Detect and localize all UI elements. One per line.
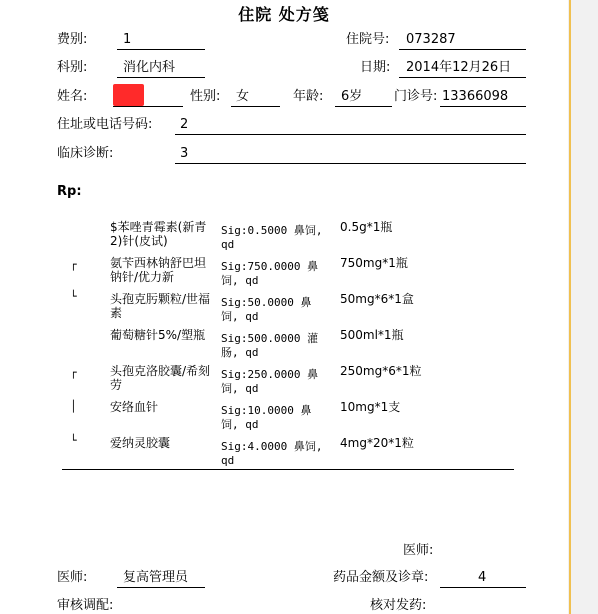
diagnosis-underline (175, 163, 526, 164)
document-title: 住院 处方笺 (238, 5, 330, 24)
sig-line-2: 饲, qd (221, 418, 259, 431)
drug-name: 头孢克洛胶囊/希刻劳 (110, 364, 211, 392)
sex-underline (231, 106, 280, 107)
drug-name: 安络血针 (110, 400, 159, 414)
group-marker: ┌ (70, 366, 77, 379)
sig-line-1: Sig:250.0000 鼻 (221, 368, 319, 381)
age-underline (335, 106, 392, 107)
inpatient-value: 073287 (406, 32, 456, 47)
name-label: 姓名: (57, 89, 88, 104)
drug-amount: 4mg*20*1粒 (340, 436, 414, 450)
fee-underline (117, 49, 205, 50)
address-value: 2 (180, 117, 189, 132)
window-margin (568, 0, 598, 614)
doctor-label: 医师: (57, 570, 88, 585)
dept-label: 科别: (57, 60, 88, 75)
sig-line-2: qd (221, 454, 235, 467)
drug-amount: 10mg*1支 (340, 400, 401, 414)
drug-amount: 750mg*1瓶 (340, 256, 408, 270)
sig-line-2: 肠, qd (221, 346, 259, 359)
sig-line-2: 饲, qd (221, 382, 259, 395)
sig-line-2: 饲, qd (221, 310, 259, 323)
date-value: 2014年12月26日 (406, 60, 512, 75)
page-edge-line (569, 0, 571, 614)
sig-line-1: Sig:4.0000 鼻饲, (221, 440, 323, 453)
dept-underline (117, 77, 205, 78)
inpatient-underline (399, 49, 526, 50)
clinic-label: 门诊号: (394, 89, 438, 104)
age-value: 6岁 (341, 89, 363, 104)
drug-name: $苯唑青霉素(新青2)针(皮试) (110, 220, 207, 248)
sig-line-1: Sig:50.0000 鼻 (221, 296, 312, 309)
name-redaction (113, 84, 144, 106)
age-label: 年龄: (293, 89, 324, 104)
drug-amount: 250mg*6*1粒 (340, 364, 422, 378)
diagnosis-label: 临床诊断: (57, 146, 114, 161)
address-label: 住址或电话号码: (57, 117, 153, 132)
sig-line-1: Sig:750.0000 鼻 (221, 260, 319, 273)
sig-line-2: 饲, qd (221, 274, 259, 287)
date-label: 日期: (360, 60, 391, 75)
drug-name: 头孢克肟颗粒/世福素 (110, 292, 211, 320)
group-marker: │ (70, 400, 77, 413)
doctor-value: 复高管理员 (123, 570, 189, 585)
fee-value: 1 (123, 32, 132, 47)
check-label: 核对发药: (370, 598, 427, 613)
prescription-end-rule (62, 469, 514, 470)
drug-amount: 500ml*1瓶 (340, 328, 404, 342)
drug-amount: 50mg*6*1盒 (340, 292, 414, 306)
drug-name: 氨苄西林钠舒巴坦钠针/优力新 (110, 256, 207, 284)
sex-value: 女 (236, 89, 250, 104)
amount-underline (440, 587, 526, 588)
sig-line-1: Sig:10.0000 鼻 (221, 404, 312, 417)
drug-name: 葡萄糖针5%/塑瓶 (110, 328, 206, 342)
address-underline (175, 134, 526, 135)
name-underline (113, 106, 183, 107)
inpatient-label: 住院号: (346, 32, 390, 47)
drug-name: 爱纳灵胶囊 (110, 436, 171, 450)
sex-label: 性别: (190, 89, 221, 104)
sig-line-1: Sig:0.5000 鼻饲, (221, 224, 323, 237)
dept-value: 消化内科 (123, 60, 176, 75)
sig-line-1: Sig:500.0000 灌 (221, 332, 319, 345)
amount-value: 4 (478, 570, 487, 585)
group-marker: └ (70, 290, 77, 303)
doctor-underline (117, 587, 205, 588)
drug-amount: 0.5g*1瓶 (340, 220, 393, 234)
doctor-signature-label: 医师: (403, 543, 434, 558)
date-underline (399, 77, 526, 78)
rp-label: Rp: (57, 184, 82, 199)
sig-line-2: qd (221, 238, 235, 251)
review-label: 审核调配: (57, 598, 114, 613)
diagnosis-value: 3 (180, 146, 189, 161)
group-marker: ┌ (70, 258, 77, 271)
group-marker: └ (70, 434, 77, 447)
clinic-underline (440, 106, 526, 107)
fee-label: 费别: (57, 32, 88, 47)
clinic-value: 13366098 (442, 89, 509, 104)
amount-label: 药品金额及诊章: (333, 570, 429, 585)
